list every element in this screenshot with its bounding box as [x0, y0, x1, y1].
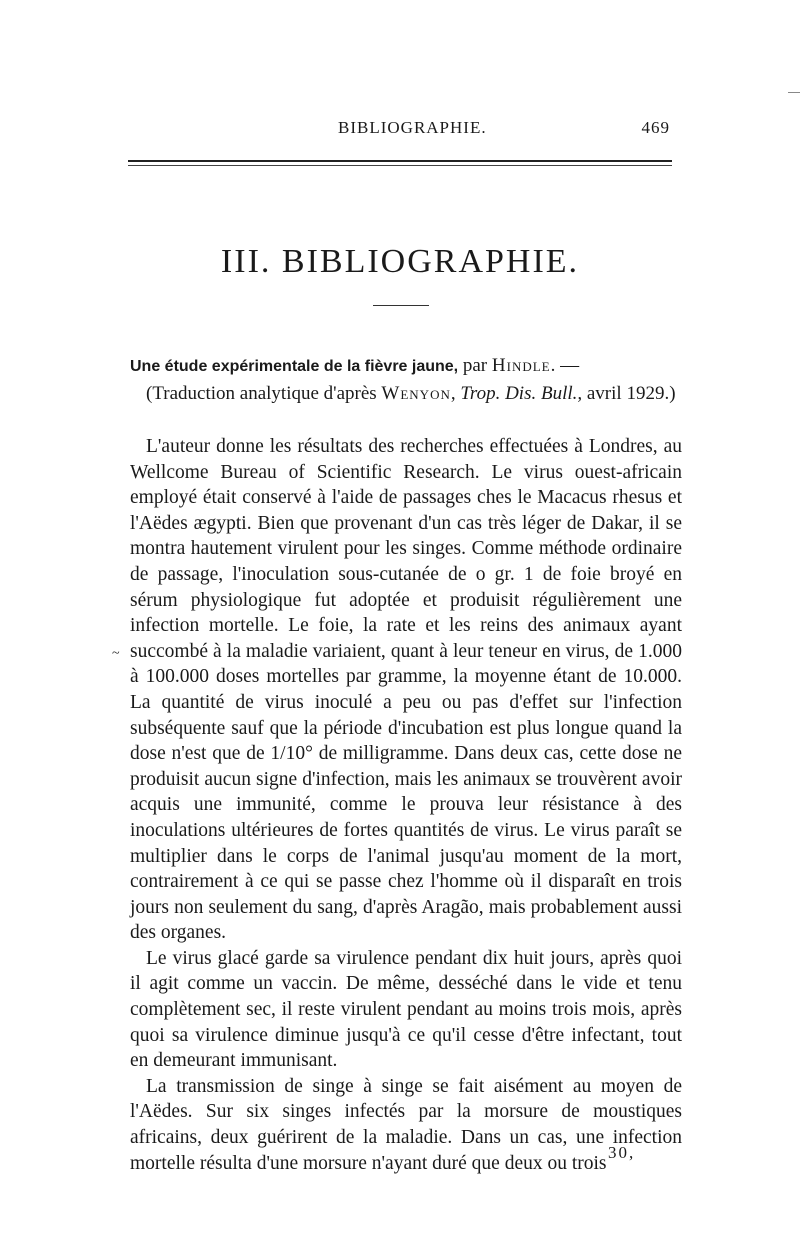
body-text — [130, 434, 682, 1176]
paragraph: La transmission de singe à singe se fait aisément au moyen de l'Aëdes. Sur six singes infectés par la morsure de moustiques africains, deux guérirent de la maladie. Dans un cas, une infection mortelle résulta d'une morsure n'ayant duré que deux ou trois — [130, 1075, 682, 1174]
running-head-title: BIBLIOGRAPHIE. — [338, 118, 487, 137]
translation-intro: (Traduction analytique d'après — [146, 383, 377, 404]
signature-mark: 30, — [608, 1143, 636, 1162]
page-edge-mark — [788, 92, 800, 93]
entry-heading — [130, 352, 682, 407]
header-rule — [128, 160, 672, 162]
source-date: avril 1929.) — [586, 383, 676, 404]
entry-by: par — [462, 355, 488, 376]
translator-name: Wenyon — [381, 383, 451, 404]
paragraph: Le virus glacé garde sa virulence pendant dix huit jours, après quoi il agit comme un vaccin. De même, desséché dans le vide et tenu complètement sec, il reste virulent pendant au moins trois mois, après quoi sa virulence diminue jusqu'à ce qu'il cesse d'être infectant, tout en demeurant immunisant. — [130, 947, 682, 1072]
section-title: III. BIBLIOGRAPHIE. — [220, 243, 580, 280]
entry-translation-note: (Traduction analytique d'après Wenyon, Trop. Dis. Bull., avril 1929.) — [146, 383, 676, 404]
margin-dash: ~ — [112, 646, 120, 661]
section-divider — [373, 305, 429, 306]
header-rule-thin — [128, 165, 672, 166]
entry-author-end: . — — [550, 355, 580, 376]
entry-title: Une étude expérimentale de la fièvre jaune, — [130, 358, 459, 375]
source-title: Trop. Dis. Bull., — [460, 383, 583, 404]
paragraph: L'auteur donne les résultats des recherches effectuées à Londres, au Wellcome Bureau of Scientific Research. Le virus ouest-africain employé était conservé à l'aide de passages ches le Macacus rhesus et l'Aëdes ægypti. Bien que provenant d'un cas très léger de Dakar, il se montra hautement virulent pour les singes. Comme méthode ordinaire de passage, l'inoculation sous-cutanée de o gr. 1 de foie broyé en sérum physiologique fut adoptée et produisit régulièrement une infection mortelle. Le foie, la rate et les reins des animaux ayant succombé à la maladie variaient, quant à leur teneur en virus, de 1.000 à 100.000 doses mortelles par gramme, la moyenne étant de 10.000. La quantité de virus inoculé a peu ou pas d'effet sur l'infection subséquente sauf que la période d'incubation est plus longue quand la dose n'est que de 1/10° de milligramme. Dans deux cas, cette dose ne produisit aucun signe d'infection, mais les animaux se trouvèrent avoir acquis une immunité, comme le prouva leur résistance à des inoculations ultérieures de fortes quantités de virus. Le virus paraît se multiplier dans le corps de l'animal jusqu'au moment de la mort, contrairement à ce qui se passe chez l'homme où il disparaît en trois jours non seulement du sang, d'après Aragão, mais probablement aussi des organes. — [130, 436, 682, 944]
page-number: 469 — [641, 118, 670, 137]
entry-author: Hindle — [491, 355, 551, 376]
